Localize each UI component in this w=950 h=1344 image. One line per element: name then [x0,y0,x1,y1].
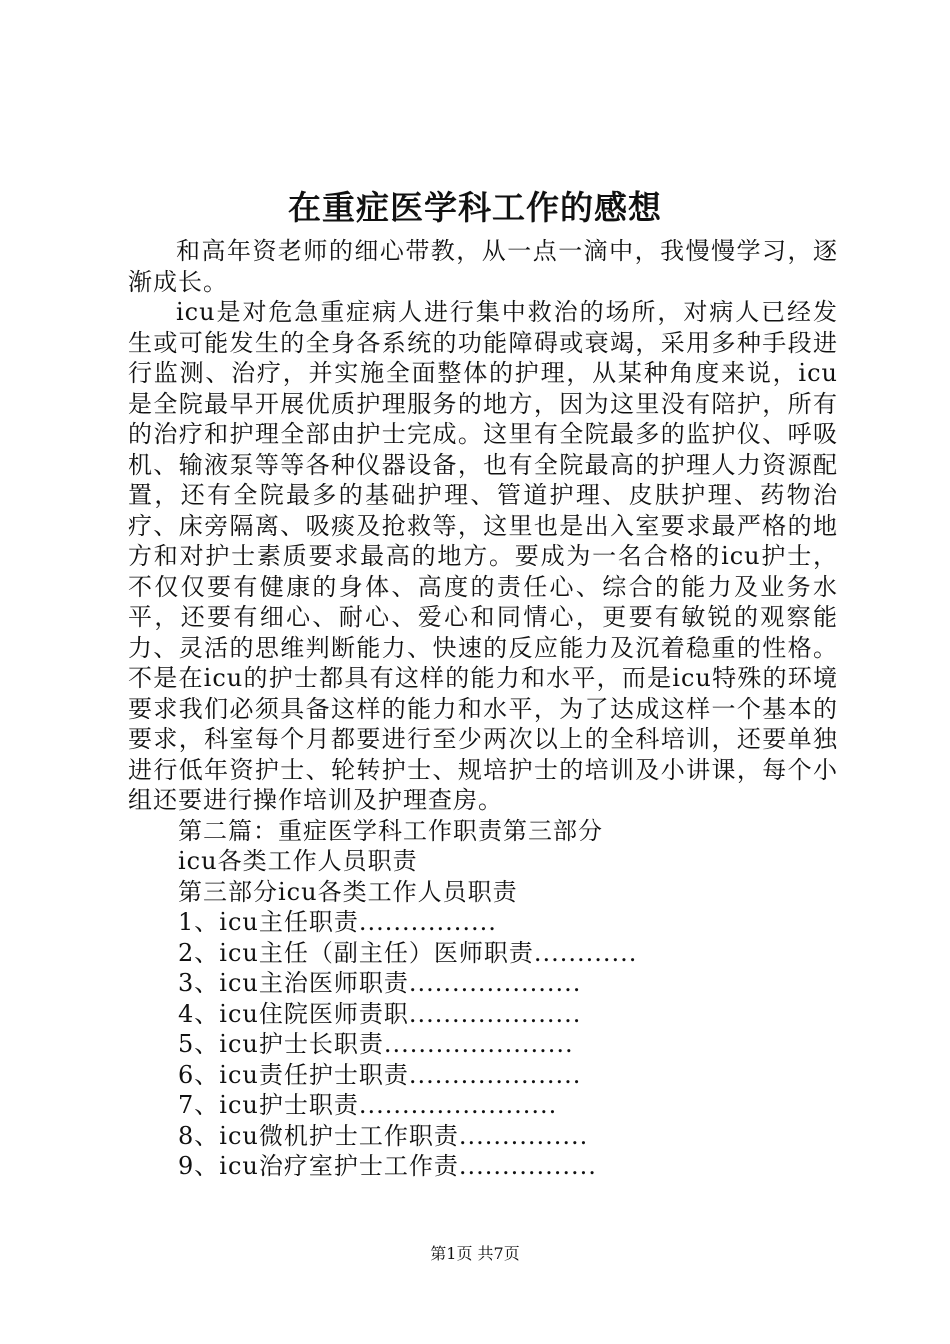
part-heading: 第三部分icu各类工作人员职责 [178,877,518,906]
toc-item: 6、icu责任护士职责.................... [178,1060,582,1089]
paragraph-intro: 和高年资老师的细心带教，从一点一滴中，我慢慢学习，逐渐成长。 [128,237,838,296]
document-body [128,236,838,1182]
toc-item: 9、icu治疗室护士工作责................ [178,1152,597,1180]
document-title: 在重症医学科工作的感想 [288,188,662,227]
section-heading: 第二篇：重症医学科工作职责第三部分 [178,816,603,845]
section-subheading: icu各类工作人员职责 [178,847,418,875]
toc-item: 7、icu护士职责....................... [178,1091,558,1119]
toc-item: 3、icu主治医师职责.................... [178,969,582,997]
page-number: 第1页 共7页 [430,1244,520,1263]
toc-item: 4、icu住院医师责职.................... [178,999,582,1028]
toc-item: 1、icu主任职责................ [178,908,497,936]
toc-item: 5、icu护士长职责...................... [178,1030,574,1058]
paragraph-icu-description: icu是对危急重症病人进行集中救治的场所，对病人已经发生或可能发生的全身各系统的功能障碍或衰竭，采用多种手段进行监测、治疗，并实施全面整体的护理，从某种角度来说，icu是全院最早开展优质护理服务的地方，因为这里没有陪护，所有的治疗和护理全部由护士完成。这里有全院最多的监护仪、呼吸机、输液泵等等各种仪器设备，也有全院最高的护理人力资源配置，还有全院最多的基础护理、管道护理、皮肤护理、药物治疗、床旁隔离、吸痰及抢救等，这里也是出入室要求最严格的地方和对护士素质要求最高的地方。要成为一名合格的icu护士，不仅仅要有健康的身体、高度的责任心、综合的能力及业务水平，还要有细心、耐心、爱心和同情心，更要有敏锐的观察能力、灵活的思维判断能力、快速的反应能力及沉着稳重的性格。不是在icu的护士都具有这样的能力和水平，而是icu特殊的环境要求我们必须具备这样的能力和水平，为了达成这样一个基本的要求，科室每个月都要进行至少两次以上的全科培训，还要单独进行低年资护士、轮转护士、规培护士的培训及小讲课，每个小组还要进行操作培训及护理查房。 [128,298,838,814]
toc-item: 8、icu微机护士工作职责............... [178,1121,589,1150]
toc-item: 2、icu主任（副主任）医师职责............ [178,938,638,967]
